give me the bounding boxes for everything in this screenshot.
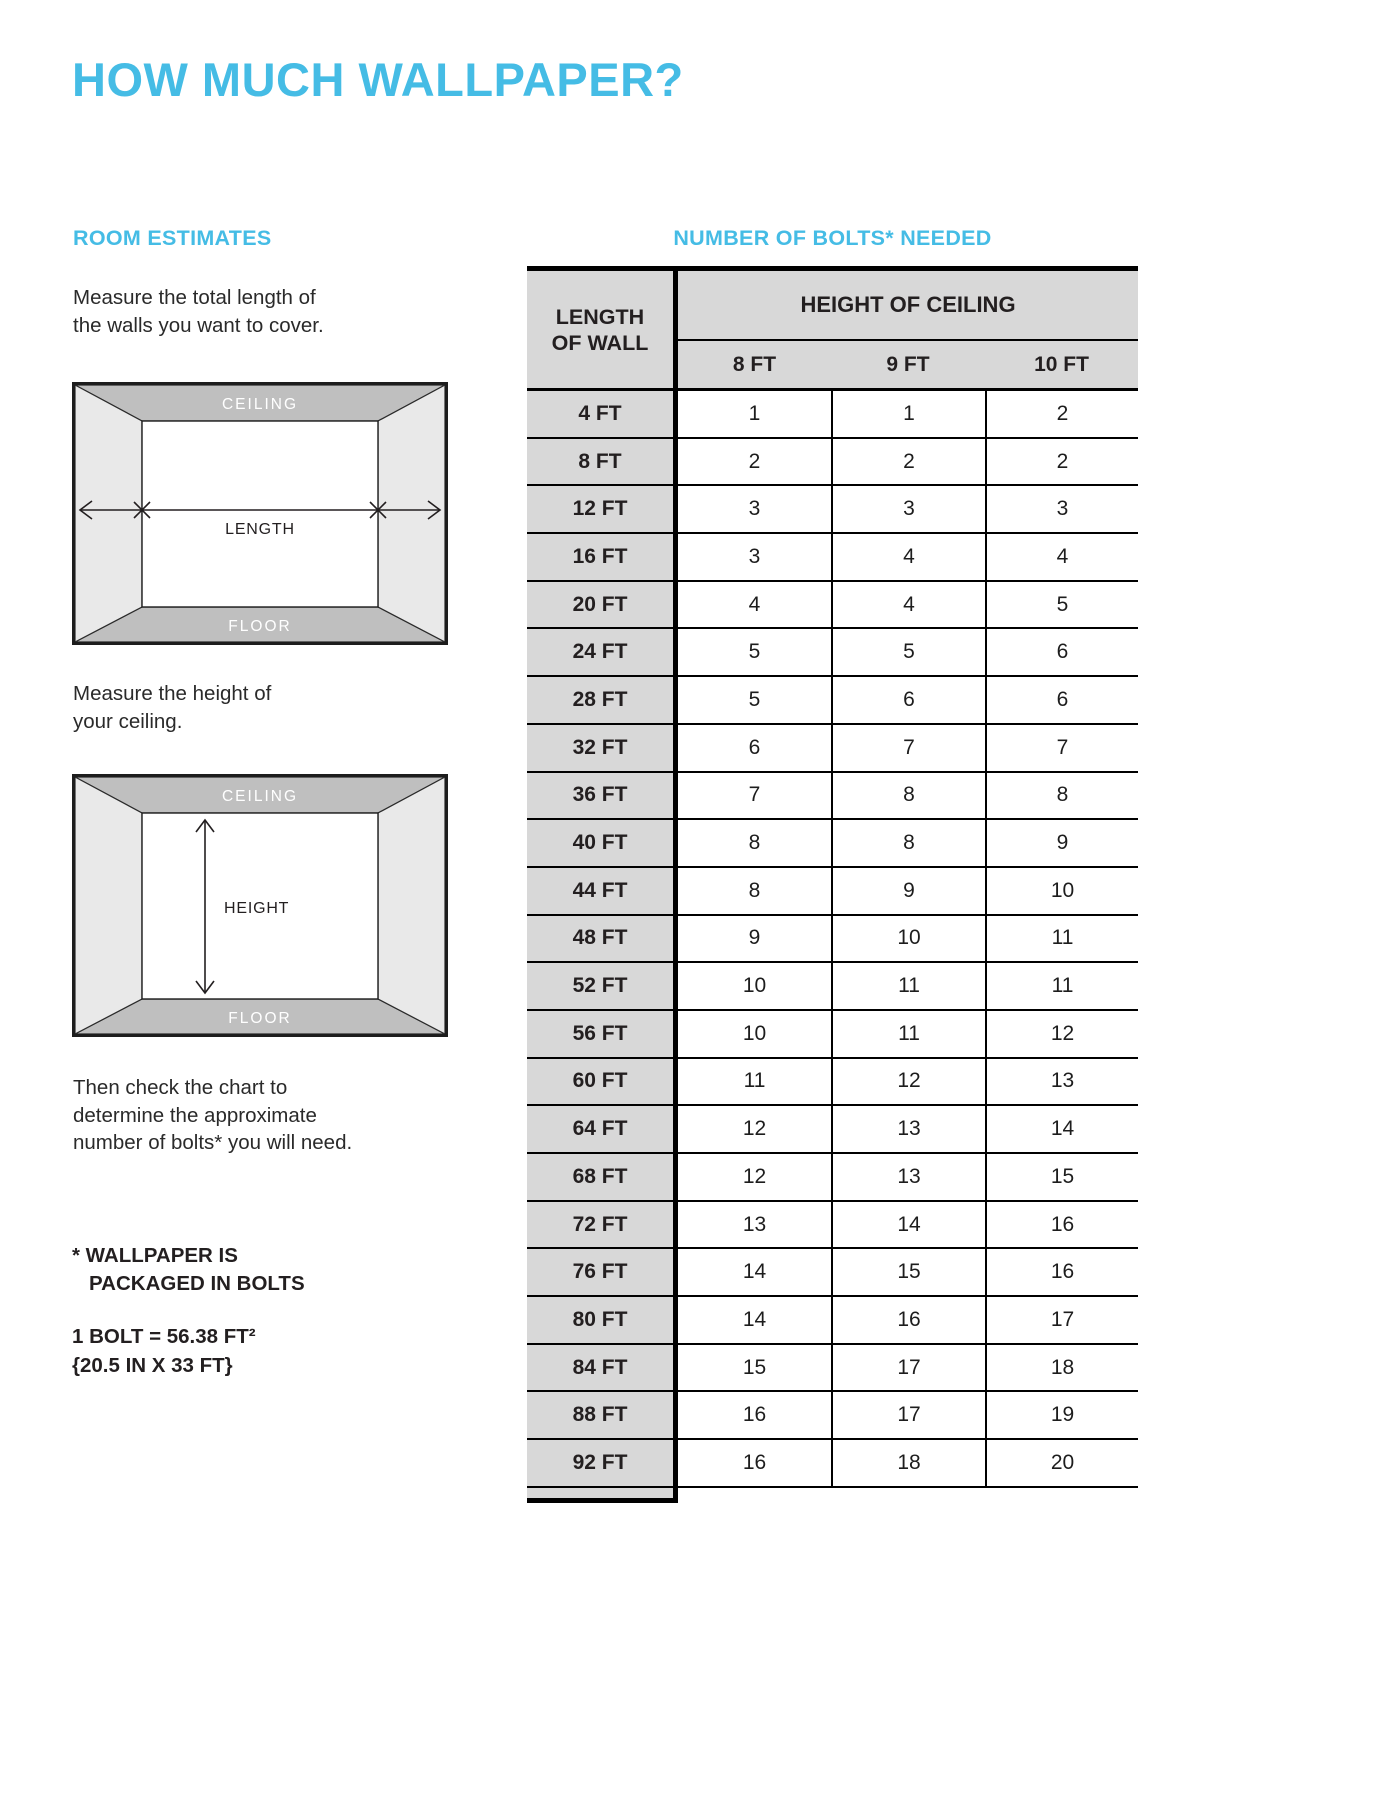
room-estimates-heading: ROOM ESTIMATES — [73, 226, 272, 250]
wall-length-cell: 24 FT — [527, 629, 678, 675]
bolt-count-cell: 8 — [748, 831, 761, 855]
text-line: your ceiling. — [73, 709, 183, 733]
table-row — [527, 1059, 1138, 1107]
bolt-count-cell: 13 — [985, 1059, 1138, 1105]
table-row — [527, 1106, 1138, 1154]
wall-length-cell: 48 FT — [527, 916, 678, 962]
bolt-count-cell: 13 — [831, 1154, 985, 1200]
bolt-count-cell: 3 — [985, 486, 1138, 532]
bolt-count-cell: 9 — [748, 926, 761, 950]
length-label: LENGTH — [225, 521, 295, 538]
bolt-count-cell: 16 — [831, 1297, 985, 1343]
bolt-count-cell: 20 — [985, 1440, 1138, 1486]
wall-length-cell: 12 FT — [527, 486, 678, 532]
bolt-count-cell: 10 — [742, 974, 767, 998]
bolt-count-cell: 11 — [985, 916, 1138, 962]
footer-strip — [527, 1488, 678, 1503]
bolt-count-cell: 5 — [748, 640, 761, 664]
table-row — [527, 868, 1138, 916]
wall-length-cell: 52 FT — [527, 963, 678, 1009]
wall-length-cell: 40 FT — [527, 820, 678, 866]
bolt-count-cell: 18 — [985, 1345, 1138, 1391]
bolt-dimensions — [72, 1322, 256, 1380]
table-header — [527, 271, 1138, 391]
wall-length-cell: 80 FT — [527, 1297, 678, 1343]
bolt-count-cell: 7 — [748, 783, 761, 807]
bolt-count-cell: 4 — [831, 534, 985, 580]
bolt-count-cell: 14 — [742, 1260, 767, 1284]
bolt-count-cell: 18 — [831, 1440, 985, 1486]
bolt-count-cell: 7 — [985, 725, 1138, 771]
bolt-count-cell: 6 — [748, 735, 761, 759]
ceiling-height-subheader — [678, 341, 1138, 388]
page-title: HOW MUCH WALLPAPER? — [72, 53, 684, 106]
bolt-count-cell: 9 — [985, 820, 1138, 866]
bolt-count-cell: 10 — [831, 916, 985, 962]
height-label: HEIGHT — [224, 900, 290, 917]
col-header-9ft: 9 FT — [886, 352, 930, 376]
wall-length-cell: 92 FT — [527, 1440, 678, 1486]
bolt-count-cell: 13 — [742, 1212, 767, 1236]
bolt-count-cell: 5 — [748, 687, 761, 711]
right-wall — [378, 777, 445, 1034]
bolt-count-cell: 2 — [985, 439, 1138, 485]
wall-length-cell: 8 FT — [527, 439, 678, 485]
wall-length-cell: 36 FT — [527, 773, 678, 819]
bolt-count-cell: 11 — [743, 1069, 766, 1093]
bolt-measure-line: {20.5 IN X 33 FT} — [72, 1354, 233, 1377]
col-header-10ft: 10 FT — [1034, 352, 1089, 376]
table-row — [527, 677, 1138, 725]
wall-length-cell: 16 FT — [527, 534, 678, 580]
bolt-count-cell: 9 — [831, 868, 985, 914]
bolt-count-cell: 6 — [985, 629, 1138, 675]
bolt-count-cell: 15 — [985, 1154, 1138, 1200]
step1-text — [73, 284, 324, 339]
room-height-diagram — [72, 774, 448, 1037]
table-row — [527, 1345, 1138, 1393]
text-line: Then check the chart to — [73, 1076, 288, 1099]
wall-length-cell: 76 FT — [527, 1249, 678, 1295]
row-header-cell — [527, 271, 678, 391]
bolt-count-cell: 8 — [831, 820, 985, 866]
wall-length-cell: 56 FT — [527, 1011, 678, 1057]
bolt-count-cell: 12 — [985, 1011, 1138, 1057]
bolt-count-cell: 5 — [985, 582, 1138, 628]
bolt-count-cell: 7 — [831, 725, 985, 771]
bolt-count-cell: 2 — [748, 449, 761, 473]
bolt-count-cell: 19 — [985, 1392, 1138, 1438]
text-line: number of bolts* you will need. — [73, 1131, 353, 1154]
col-header-8ft: 8 FT — [732, 352, 777, 376]
bolt-count-cell: 8 — [985, 773, 1138, 819]
table-row — [527, 629, 1138, 677]
table-row — [527, 820, 1138, 868]
back-wall — [142, 421, 378, 607]
text-line: PACKAGED IN BOLTS — [89, 1272, 305, 1295]
wall-length-cell: 68 FT — [527, 1154, 678, 1200]
bolt-count-cell: 17 — [985, 1297, 1138, 1343]
step2-text — [73, 680, 271, 735]
floor-label: FLOOR — [228, 1010, 292, 1027]
wall-length-cell: 28 FT — [527, 677, 678, 723]
bolt-count-cell: 14 — [985, 1106, 1138, 1152]
table-row — [527, 534, 1138, 582]
table-row — [527, 1297, 1138, 1345]
bolt-count-cell: 2 — [831, 439, 985, 485]
wall-length-cell: 4 FT — [527, 391, 678, 437]
bolt-area-line: 1 BOLT = 56.38 FT² — [72, 1325, 256, 1348]
bolt-count-cell: 17 — [831, 1392, 985, 1438]
table-row — [527, 1440, 1138, 1488]
footer-spacer — [678, 1488, 1138, 1503]
text-line: determine the approximate — [73, 1103, 317, 1127]
floor-label: FLOOR — [228, 618, 292, 635]
step3-text — [73, 1074, 352, 1157]
bolt-count-cell: 11 — [831, 1011, 985, 1057]
table-row — [527, 1011, 1138, 1059]
bolt-count-cell: 8 — [831, 773, 985, 819]
table-row — [527, 773, 1138, 821]
text-line: Measure the height of — [73, 682, 272, 705]
bolt-count-cell: 3 — [831, 486, 985, 532]
wall-length-cell: 44 FT — [527, 868, 678, 914]
table-footer — [527, 1488, 1138, 1503]
bolt-count-cell: 4 — [748, 592, 761, 616]
room-length-diagram — [72, 382, 448, 645]
ceiling-label: CEILING — [221, 788, 299, 805]
wall-length-cell: 20 FT — [527, 582, 678, 628]
bolt-count-cell: 3 — [748, 497, 761, 521]
wall-length-cell: 60 FT — [527, 1059, 678, 1105]
table-row — [527, 1154, 1138, 1202]
bolt-count-cell: 6 — [985, 677, 1138, 723]
wall-length-cell: 88 FT — [527, 1392, 678, 1438]
bolt-count-cell: 15 — [831, 1249, 985, 1295]
wall-length-cell: 64 FT — [527, 1106, 678, 1152]
bolt-count-cell: 11 — [831, 963, 985, 1009]
bolt-count-cell: 5 — [831, 629, 985, 675]
bolts-table — [527, 266, 1138, 1503]
bolt-count-cell: 16 — [985, 1202, 1138, 1248]
table-row — [527, 1202, 1138, 1250]
bolt-count-cell: 13 — [831, 1106, 985, 1152]
bolt-count-cell: 10 — [742, 1021, 767, 1045]
bolt-count-cell: 6 — [831, 677, 985, 723]
wall-length-cell: 84 FT — [527, 1345, 678, 1391]
bolt-count-cell: 4 — [831, 582, 985, 628]
bolt-count-cell: 12 — [831, 1059, 985, 1105]
ceiling-header-group — [678, 271, 1138, 391]
table-row — [527, 582, 1138, 630]
table-row — [527, 916, 1138, 964]
bolt-count-cell: 3 — [748, 544, 761, 568]
bolt-count-cell: 12 — [742, 1164, 767, 1188]
left-wall — [75, 777, 142, 1034]
col-group-header: HEIGHT OF CEILING — [678, 271, 1138, 341]
bolt-count-cell: 16 — [742, 1403, 767, 1427]
bolt-count-cell: 8 — [748, 878, 761, 902]
bolts-footnote — [72, 1242, 305, 1298]
table-body — [527, 391, 1138, 1488]
wall-length-cell: 72 FT — [527, 1202, 678, 1248]
bolt-count-cell: 4 — [985, 534, 1138, 580]
text-line: the walls you want to cover. — [73, 313, 324, 337]
bolt-count-cell: 17 — [831, 1345, 985, 1391]
bolt-count-cell: 16 — [742, 1450, 767, 1474]
table-row — [527, 1249, 1138, 1297]
text-line: Measure the total length of — [73, 286, 316, 309]
ceiling-label: CEILING — [221, 396, 299, 413]
table-row — [527, 486, 1138, 534]
bolt-count-cell: 16 — [985, 1249, 1138, 1295]
table-row — [527, 1392, 1138, 1440]
table-row — [527, 963, 1138, 1011]
bolt-count-cell: 12 — [742, 1117, 767, 1141]
table-row — [527, 725, 1138, 773]
bolt-count-cell: 14 — [831, 1202, 985, 1248]
bolt-count-cell: 14 — [742, 1307, 767, 1331]
bolt-count-cell: 1 — [831, 391, 985, 437]
wall-length-cell: 32 FT — [527, 725, 678, 771]
table-row — [527, 391, 1138, 439]
row-header-label: LENGTH OF WALL — [551, 304, 649, 355]
table-row — [527, 439, 1138, 487]
bolt-count-cell: 15 — [742, 1355, 767, 1379]
bolt-count-cell: 2 — [985, 391, 1138, 437]
bolt-count-cell: 1 — [748, 401, 761, 425]
bolt-count-cell: 10 — [985, 868, 1138, 914]
bolt-count-cell: 11 — [985, 963, 1138, 1009]
text-line: * WALLPAPER IS — [72, 1244, 238, 1267]
bolts-needed-heading: NUMBER OF BOLTS* NEEDED — [673, 226, 992, 250]
